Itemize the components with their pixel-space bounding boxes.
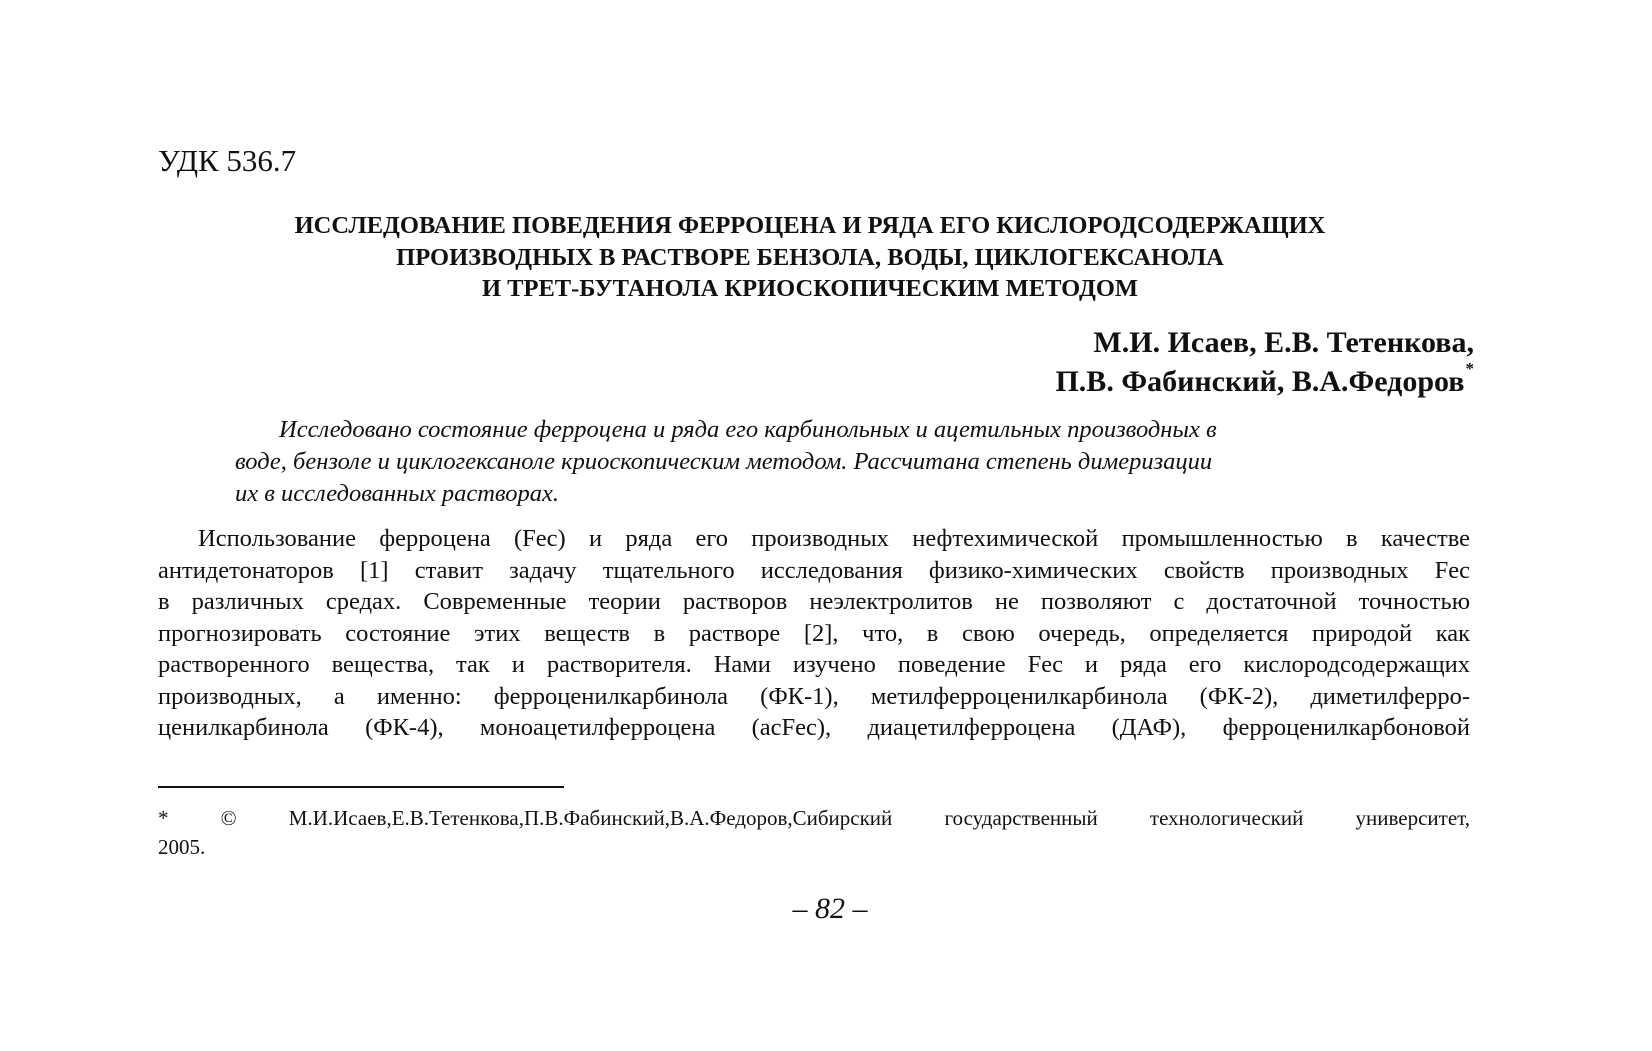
body-paragraph	[158, 523, 1470, 744]
footnote-mark: *	[1465, 359, 1474, 378]
body-line-3: в различных средах. Современные теории растворов неэлектролитов не позволяют с достаточной точностью	[158, 588, 1470, 615]
body-line-5: растворенного вещества, так и растворителя. Нами изучено поведение Fec и ряда его кислородсодержащих	[158, 651, 1470, 678]
authors-block	[1055, 323, 1474, 401]
body-line-2: антидетонаторов [1] ставит задачу тщательного исследования физико-химических свойств производных Fec	[158, 556, 1470, 584]
abstract-line-3: их в исследованных растворах.	[235, 480, 559, 507]
abstract-line-2: воде, бензоле и циклогексаноле криоскопическим методом. Рассчитана степень димеризации	[235, 448, 1213, 475]
authors-line-1: М.И. Исаев, Е.В. Тетенкова,	[1093, 326, 1474, 359]
title-line-2: ПРОИЗВОДНЫХ В РАСТВОРЕ БЕНЗОЛА, ВОДЫ, ЦИКЛОГЕКСАНОЛА	[396, 243, 1224, 271]
footnote-separator	[158, 786, 564, 788]
footnote	[158, 804, 1470, 862]
page-number: – 82 –	[792, 892, 868, 925]
title-line-3: И ТРЕТ-БУТАНОЛА КРИОСКОПИЧЕСКИМ МЕТОДОМ	[481, 275, 1139, 302]
footnote-line-2: 2005.	[158, 835, 206, 859]
udk-code: УДК 536.7	[158, 143, 297, 178]
body-line-4: прогнозировать состояние этих веществ в растворе [2], что, в свою очередь, определяется природой как	[158, 619, 1470, 647]
body-line-6: производных, а именно: ферроценилкарбинола (ФК-1), метилферроценилкарбинола (ФК-2), диметилферро-	[158, 682, 1470, 710]
body-line-7: ценилкарбинола (ФК-4), моноацетилферроцена (acFec), диацетилферроцена (ДАФ), ферроценилкарбоновой	[158, 714, 1470, 741]
authors-line-2-wrap	[1055, 359, 1474, 401]
article-title	[150, 210, 1470, 305]
footnote-line-1: * © М.И.Исаев,Е.В.Тетенкова,П.В.Фабинский,В.А.Федоров,Сибирский государственный технологический университет,	[158, 806, 1470, 830]
body-line-1: Использование ферроцена (Fec) и ряда его производных нефтехимической промышленностью в качестве	[198, 525, 1470, 552]
abstract-line-1: Исследовано состояние ферроцена и ряда его карбинольных и ацетильных производных в	[279, 416, 1217, 443]
authors-line-2: П.В. Фабинский, В.А.Федоров	[1055, 365, 1465, 398]
title-line-1: ИССЛЕДОВАНИЕ ПОВЕДЕНИЯ ФЕРРОЦЕНА И РЯДА ЕГО КИСЛОРОДСОДЕРЖАЩИХ	[294, 212, 1326, 239]
abstract	[235, 414, 1400, 510]
